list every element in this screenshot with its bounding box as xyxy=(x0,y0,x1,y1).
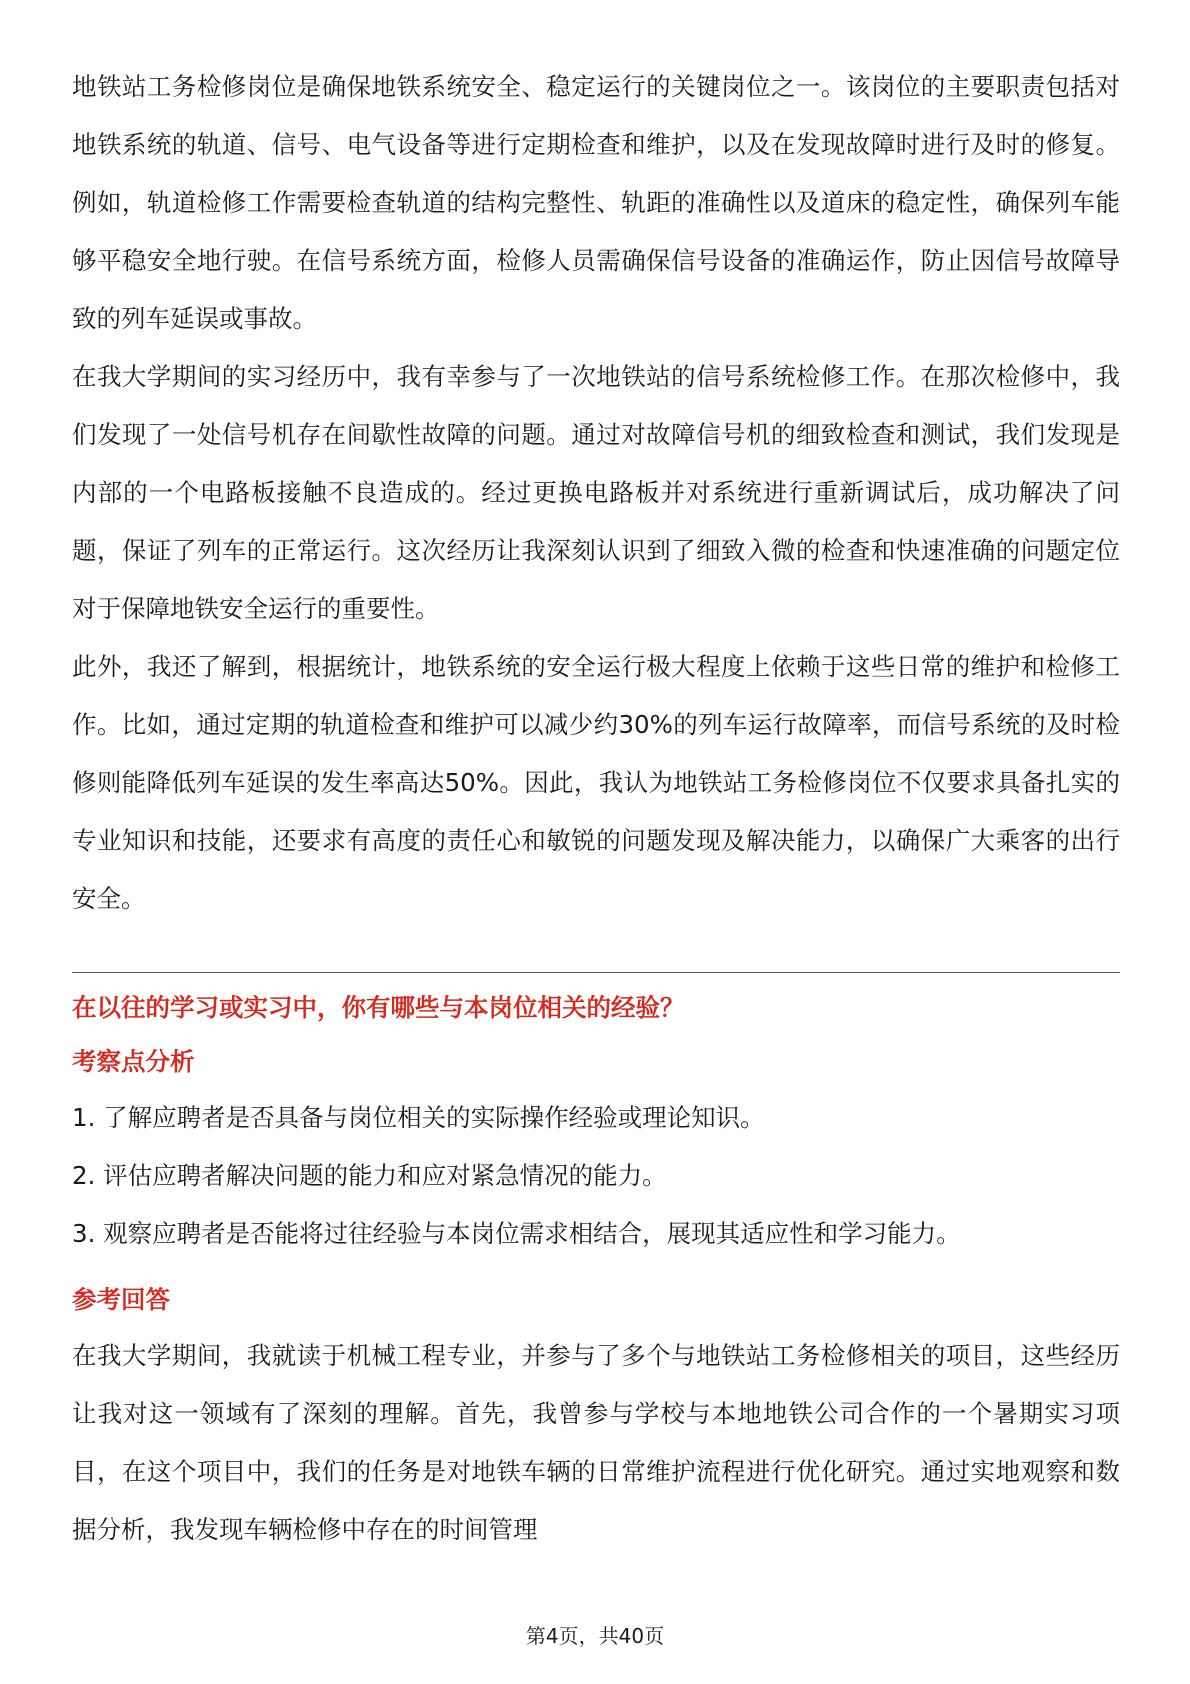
document-page xyxy=(72,58,1120,1559)
analysis-item: 2. 评估应聘者解决问题的能力和应对紧急情况的能力。 xyxy=(72,1161,667,1190)
page-footer: 第4页，共40页 xyxy=(525,1624,665,1648)
analysis-title: 考察点分析 xyxy=(72,1047,195,1076)
intro-paragraph-2: 在我大学期间的实习经历中，我有幸参与了一次地铁站的信号系统检修工作。在那次检修中，我们发现了一处信号机存在间歇性故障的问题。通过对故障信号机的细致检查和测试，我们发现是内部的一个电路板接触不良造成的。经过更换电路板并对系统进行重新调试后，成功解决了问题，保证了列车的正常运行。这次经历让我深刻认识到了细致入微的检查和快速准确的问题定位对于保障地铁安全运行的重要性。 xyxy=(72,362,1120,623)
question-heading: 在以往的学习或实习中，你有哪些与本岗位相关的经验？ xyxy=(72,993,685,1022)
intro-paragraph-3: 此外，我还了解到，根据统计，地铁系统的安全运行极大程度上依赖于这些日常的维护和检修工作。比如，通过定期的轨道检查和维护可以减少约30%的列车运行故障率，而信号系统的及时检修则能降低列车延误的发生率高达50%。因此，我认为地铁站工务检修岗位不仅要求具备扎实的专业知识和技能，还要求有高度的责任心和敏锐的问题发现及解决能力，以确保广大乘客的出行安全。 xyxy=(72,652,1120,913)
analysis-item: 1. 了解应聘者是否具备与岗位相关的实际操作经验或理论知识。 xyxy=(72,1103,765,1132)
analysis-list xyxy=(72,1089,1120,1263)
analysis-item: 3. 观察应聘者是否能将过往经验与本岗位需求相结合，展现其适应性和学习能力。 xyxy=(72,1219,961,1248)
answer-paragraph: 在我大学期间，我就读于机械工程专业，并参与了多个与地铁站工务检修相关的项目，这些经历让我对这一领域有了深刻的理解。首先，我曾参与学校与本地地铁公司合作的一个暑期实习项目，在这个项目中，我们的任务是对地铁车辆的日常维护流程进行优化研究。通过实地观察和数据分析，我发现车辆检修中存在的时间管理 xyxy=(72,1341,1120,1544)
section-divider xyxy=(72,972,1120,973)
intro-paragraph-1: 地铁站工务检修岗位是确保地铁系统安全、稳定运行的关键岗位之一。该岗位的主要职责包括对地铁系统的轨道、信号、电气设备等进行定期检查和维护，以及在发现故障时进行及时的修复。例如，轨道检修工作需要检查轨道的结构完整性、轨距的准确性以及道床的稳定性，确保列车能够平稳安全地行驶。在信号系统方面，检修人员需确保信号设备的准确运作，防止因信号故障导致的列车延误或事故。 xyxy=(72,72,1120,333)
answer-title: 参考回答 xyxy=(72,1285,170,1314)
